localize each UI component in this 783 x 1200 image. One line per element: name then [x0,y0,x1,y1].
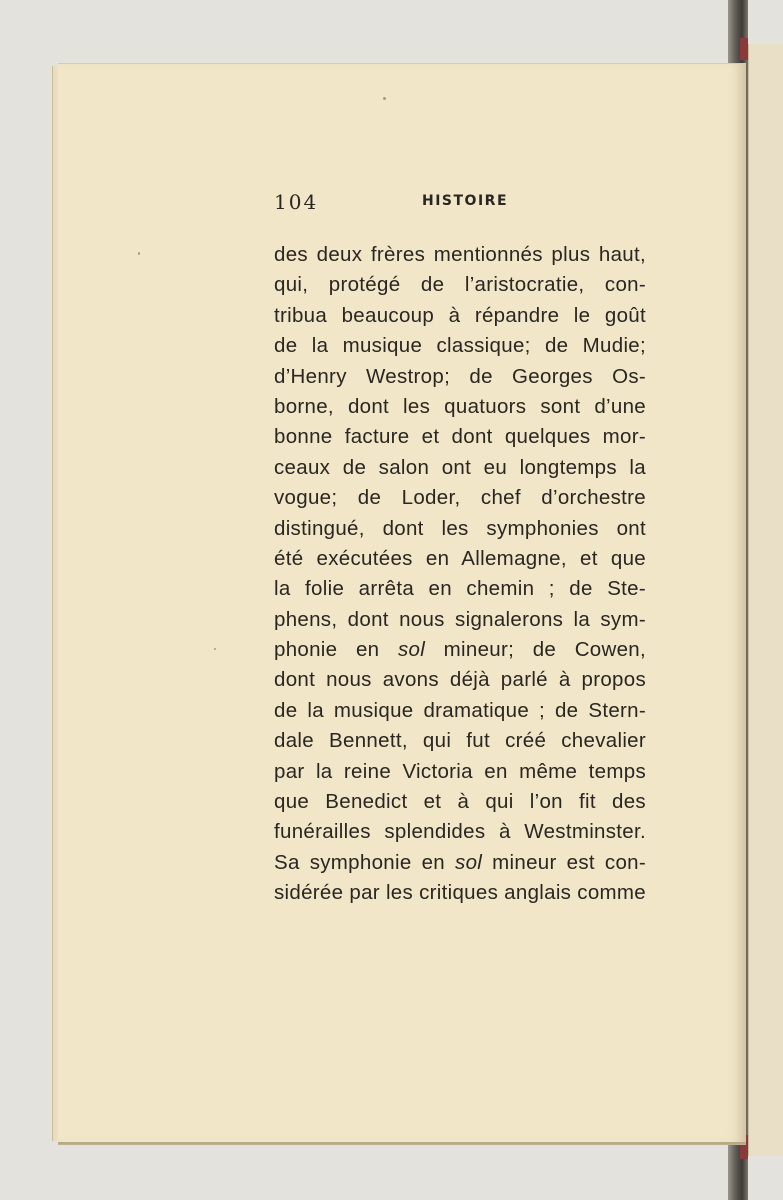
page-number: 104 [274,190,319,214]
text-segment: de la musique classique; de Mudie; [274,334,646,358]
text-segment: phens, dont nous signalerons la sym- [274,607,646,631]
text-line [274,878,646,908]
text-segment: bonne facture et dont quelques mor- [274,425,646,449]
text-segment: la folie arrêta en chemin ; de Ste- [274,577,646,601]
text-line [274,362,646,392]
text-segment: des deux frères mentionnés plus haut, [274,243,646,266]
text-segment: sidérée par les critiques anglais comme [274,881,646,905]
paper-speck [138,252,140,255]
running-head [274,190,654,220]
text-segment: qui, protégé de l’aristocratie, con- [274,273,646,297]
text-segment: mineur; de Cowen, [425,638,646,662]
text-line [274,270,646,300]
text-segment: dale Bennett, qui fut créé chevalier [274,729,646,753]
text-segment: vogue; de Loder, chef d’orchestre [274,486,646,510]
text-line [274,392,646,422]
text-segment: tribua beaucoup à répandre le goût [274,303,646,327]
text-line [274,453,646,483]
text-line [274,240,646,270]
text-line [274,726,646,756]
text-line [274,635,646,665]
text-segment: Sa symphonie en [274,850,456,874]
text-segment: distingué, dont les symphonies ont [274,516,646,540]
text-line [274,514,646,544]
text-line [274,757,646,787]
text-segment: ceaux de salon ont eu longtemps la [274,455,646,479]
italic-text: sol [455,850,483,874]
spine-ribbon-top [740,38,748,60]
text-segment: funérailles splendides à Westminster. [274,820,646,844]
text-segment: de la musique dramatique ; de Stern- [274,698,646,722]
text-line [274,787,646,817]
text-segment: dont nous avons déjà parlé à propos [274,668,646,692]
text-line [274,301,646,331]
paper-speck [383,97,386,100]
right-page-edge [748,44,783,1156]
text-line [274,331,646,361]
text-line [274,696,646,726]
text-segment: borne, dont les quatuors sont d’une [274,394,646,418]
text-line [274,605,646,635]
text-line [274,422,646,452]
text-line [274,574,646,604]
italic-text: sol [397,638,426,662]
text-segment: que Benedict et à qui l’on fit des [274,790,646,814]
text-line [274,483,646,513]
text-segment: mineur est con- [482,850,646,874]
text-line [274,817,646,847]
text-line [274,544,646,574]
text-segment: d’Henry Westrop; de Georges Os- [274,364,646,388]
paper-speck [214,648,216,650]
body-text [274,240,646,909]
text-segment: par la reine Victoria en même temps [274,759,646,783]
text-line [274,848,646,878]
text-segment: phonie en [274,638,398,662]
running-head-title: HISTOIRE [422,193,509,209]
text-segment: été exécutées en Allemagne, et que [274,546,646,570]
text-line [274,665,646,695]
